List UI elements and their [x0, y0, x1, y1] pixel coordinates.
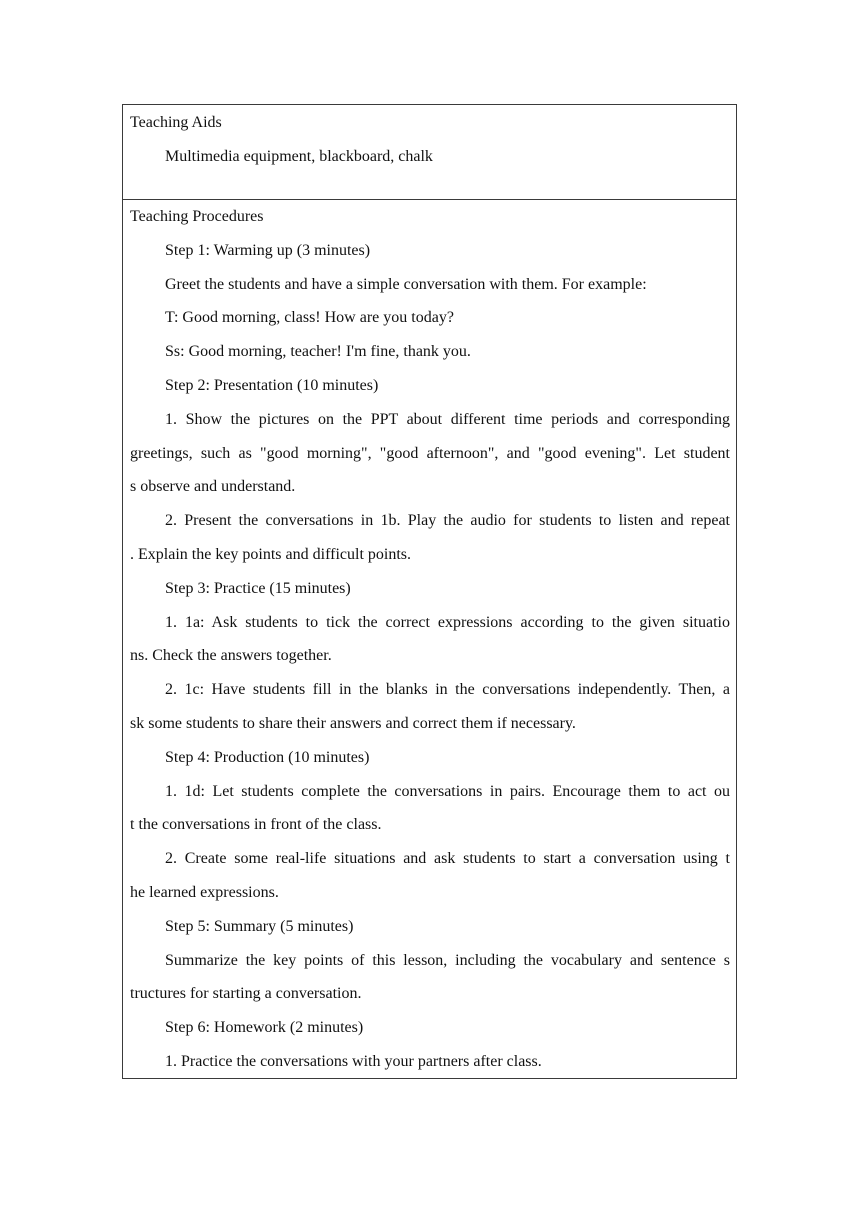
- procedure-line: he learned expressions.: [130, 883, 279, 901]
- step-4-heading: Step 4: Production (10 minutes): [165, 748, 370, 766]
- procedure-line: T: Good morning, class! How are you today?: [165, 309, 454, 327]
- teaching-aids-cell: [123, 105, 736, 200]
- procedure-line: ns. Check the answers together.: [130, 647, 332, 665]
- teaching-aids-heading: Teaching Aids: [130, 114, 222, 131]
- procedure-line: tructures for starting a conversation.: [130, 985, 362, 1003]
- procedure-line: 1. Practice the conversations with your partners after class.: [165, 1052, 542, 1070]
- procedure-line: . Explain the key points and difficult points.: [130, 545, 411, 563]
- procedure-line: 1. 1d: Let students complete the conversations in pairs. Encourage them to act ou: [165, 782, 730, 800]
- procedure-line: 2. Present the conversations in 1b. Play the audio for students to listen and repeat: [165, 512, 730, 530]
- procedure-line: t the conversations in front of the class.: [130, 816, 382, 834]
- step-5-heading: Step 5: Summary (5 minutes): [165, 917, 354, 935]
- procedure-line: Ss: Good morning, teacher! I'm fine, thank you.: [165, 343, 471, 361]
- procedure-line: Summarize the key points of this lesson, including the vocabulary and sentence s: [165, 951, 730, 969]
- procedure-line: 1. Show the pictures on the PPT about different time periods and corresponding: [165, 410, 730, 428]
- teaching-procedures-heading: Teaching Procedures: [130, 208, 264, 225]
- teaching-procedures-cell: [123, 200, 736, 1078]
- procedure-line: s observe and understand.: [130, 478, 296, 496]
- step-2-heading: Step 2: Presentation (10 minutes): [165, 376, 379, 394]
- teaching-aids-content: Multimedia equipment, blackboard, chalk: [165, 147, 433, 165]
- procedure-line: Greet the students and have a simple conversation with them. For example:: [165, 275, 647, 293]
- step-1-heading: Step 1: Warming up (3 minutes): [165, 241, 371, 259]
- procedure-line: 2. 1c: Have students fill in the blanks in the conversations independently. Then, a: [165, 681, 730, 699]
- lesson-plan-table: [122, 104, 737, 1079]
- procedure-line: greetings, such as "good morning", "good afternoon", and "good evening". Let student: [130, 444, 730, 462]
- step-3-heading: Step 3: Practice (15 minutes): [165, 579, 351, 597]
- step-6-heading: Step 6: Homework (2 minutes): [165, 1019, 364, 1037]
- procedure-line: 1. 1a: Ask students to tick the correct expressions according to the given situatio: [165, 613, 730, 631]
- procedure-line: sk some students to share their answers and correct them if necessary.: [130, 714, 576, 732]
- procedure-line: 2. Create some real-life situations and ask students to start a conversation using t: [165, 850, 730, 868]
